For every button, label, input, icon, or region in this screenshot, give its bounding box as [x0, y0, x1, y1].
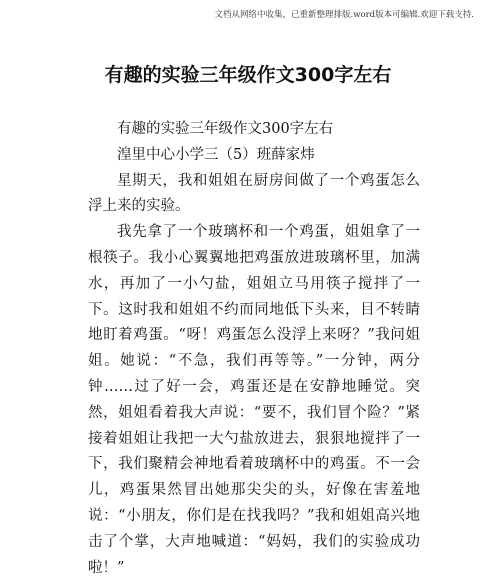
essay-heading-line: 有趣的实验三年级作文300字左右 — [117, 121, 334, 137]
paragraph-main: 我先拿了一个玻璃杯和一个鸡蛋，姐姐拿了一根筷子。我小心翼翼地把鸡蛋放进玻璃杯里，加满水，再加了一小勺盐，姐姐立马用筷子搅拌了一下。这时我和姐姐不约而同地低下头来，目不转睛地盯着鸡蛋。“呀！鸡蛋怎么没浮上来呀？”我问姐姐。她说：“不急，我们再等等。”一分钟，两分钟……过了好一会，鸡蛋还是在安静地睡觉。突然，姐姐看着我大声说：“要不，我们冒个险？”紧接着姐姐让我把一大勺盐放进去，狠狠地搅拌了一下，我们聚精会神地看着玻璃杯中的鸡蛋。不一会儿，鸡蛋果然冒出她那尖尖的头，好像在害羞地说：“小朋友，你们是在找我吗？”我和姐姐高兴地击了个掌，大声地喊道：“妈妈，我们的实验成功啦！” — [88, 224, 420, 576]
document-title: 有趣的实验三年级作文300字左右 — [104, 64, 392, 86]
author-line: 湟里中心小学三（5）班薛家炜 — [117, 146, 315, 163]
paragraph-intro: 星期天，我和姐姐在厨房间做了一个鸡蛋怎么浮上来的实验。 — [88, 172, 420, 215]
document-body — [88, 117, 420, 581]
header-note: 文档从网络中收集，已重新整理排版.word版本可编辑.欢迎下载支持. — [214, 10, 474, 20]
